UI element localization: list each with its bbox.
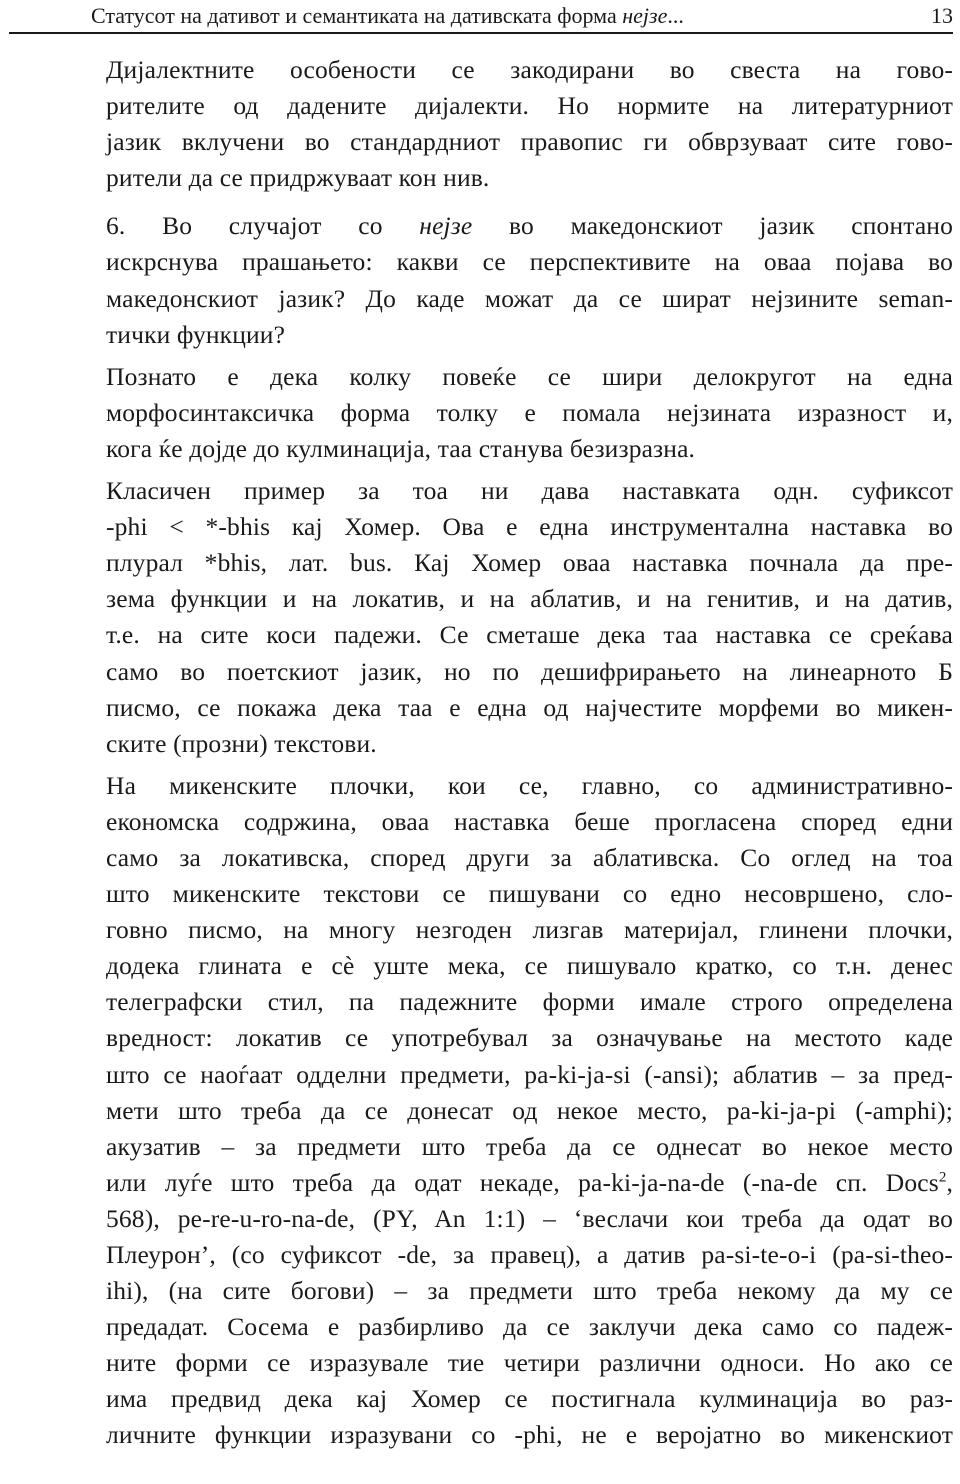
paragraph-dialect-features: Дијалектните особености се закодирани во свеста на гово- рителите од дадените дијалекти. Но нормите на литературниот јазик вклучени во стандардниот правопис ги обврзуваат сите гово- рители да се придржуваат кон нив. bbox=[106, 55, 953, 193]
running-head bbox=[9, 2, 953, 30]
paragraph-section-6: 6. Во случајот со нејзе во македонскиот јазик спонтано искрснува прашањето: какви се перспективите на оваа појава во македонскиот јазик? До каде можат да се шират нејзините seman- тички функции? bbox=[106, 211, 954, 349]
paragraph-classic-example: Класичен пример за тоа ни дава наставката одн. суфиксот -phi < *-bhis кај Хомер. Ова е една инструментална наставка во плурал *bhis, лат. bus. Кај Хомер оваа наставка почнала да пре- зема функции и на локатив, и на аблатив, и на генитив, и на датив, т.е. на сите коси падежи. Се сметаше дека таа наставка се среќава само во поетскиот јазик, но по дешифрирањето на линеарното Б писмо, се покажа дека таа е една од најчестите морфеми во микен- ските (прозни) текстови. bbox=[106, 476, 953, 758]
header-rule bbox=[9, 32, 953, 34]
page-number: 13 bbox=[931, 3, 953, 28]
running-title-italic: нејзе bbox=[622, 3, 668, 28]
book-page bbox=[9, 0, 953, 1484]
paragraph-mycenaean-tablets: На микенските плочки, кои се, главно, со административно- економска содржина, оваа наставка беше прогласена според едни само за локативска, според други за аблативска. Со оглед на тоа што микенските текстови се пишувани со едно несовршено, сло- говно писмо, на многу незгоден лизгав материјал, глинени плочки, додека глината е сè уште мека, се пишувало кратко, со т.н. денес телеграфски стил, па падежните форми имале строго определена вредност: локатив се употребувал за означување на местото каде што се наоѓаат одделни предмети, pa-ki-ja-si (-ansi); аблатив – за пред- мети што треба да се донесат од некое место, pa-ki-ja-pi (-amphi); акузатив – за предмети што треба да се однесат во некое место или луѓе што треба да одат некаде, pa-ki-ja-na-de (-na-de сп. Docs$^2$, 568), pe-re-u-ro-na-de, (PY, An 1:1) – ‘веслачи кои треба да одат во Плеурон’, (со суфиксот -de, за правец), а датив pa-si-te-o-i (pa-si-theo- ihi), (на сите богови) – за предмети што треба некому да му се предадат. Сосема е разбирливо да се заклучи дека само со падеж- ните форми се изразувале тие четири различни односи. Но ако се има предвид дека кај Хомер се постигнала кулминација во раз- личните функции изразувани со -phi, не е веројатно во микенскиот bbox=[106, 770, 953, 1450]
running-title: Статусот на дативот и семантиката на дативската форма нејзе... bbox=[91, 3, 684, 28]
body-text bbox=[9, 52, 953, 1454]
term-nejze: нејзе bbox=[419, 211, 473, 241]
paragraph-expressiveness: Познато е дека колку повеќе се шири делокругот на една морфосинтаксичка форма толку е помала нејзината изразност и, кога ќе дојде до кулминација, таа станува безизразна. bbox=[106, 361, 953, 463]
footnote-superscript: 2 bbox=[938, 1169, 947, 1186]
